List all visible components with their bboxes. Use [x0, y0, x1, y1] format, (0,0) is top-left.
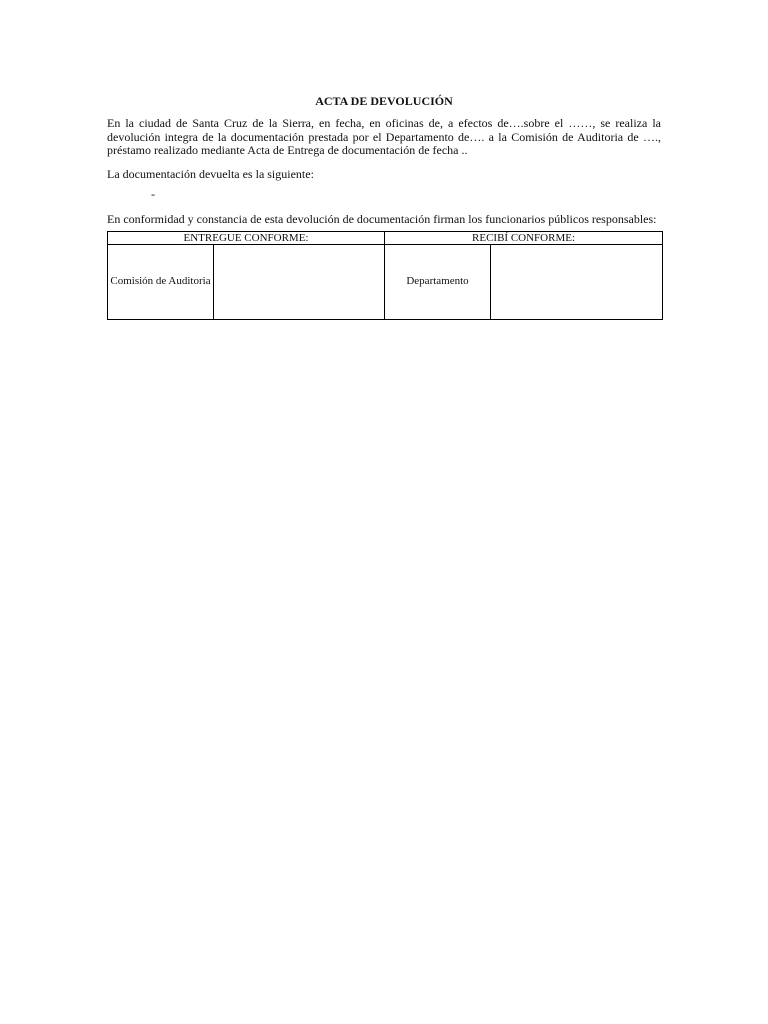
- header-received: RECIBÍ CONFORME:: [385, 231, 663, 244]
- intro-paragraph: En la ciudad de Santa Cruz de la Sierra, en fecha, en oficinas de, a efectos de….sobre el ……, se realiza la devolución integra de la documentación prestada por el Departamento de…. a la Comisión de Auditoria de …., préstamo realizado mediante Acta de Entrega de documentación de fecha ..: [107, 116, 661, 157]
- document-page: [107, 94, 661, 320]
- conformity-paragraph: En conformidad y constancia de esta devolución de documentación firman los funcionarios públicos responsables:: [107, 212, 657, 226]
- received-signature-cell[interactable]: [491, 244, 663, 319]
- signature-table-header: [108, 231, 663, 244]
- delivered-signature-cell[interactable]: [214, 244, 385, 319]
- document-title: ACTA DE DEVOLUCIÓN: [315, 94, 453, 108]
- list-intro-paragraph: La documentación devuelta es la siguiente:: [107, 166, 314, 181]
- signature-table-row: [108, 244, 663, 319]
- delivered-by-label: Comisión de Auditoria: [108, 244, 214, 319]
- received-by-label: Departamento: [385, 244, 491, 319]
- list-item: -: [151, 187, 155, 201]
- signature-table: [107, 231, 663, 320]
- header-delivered: ENTREGUE CONFORME:: [108, 231, 385, 244]
